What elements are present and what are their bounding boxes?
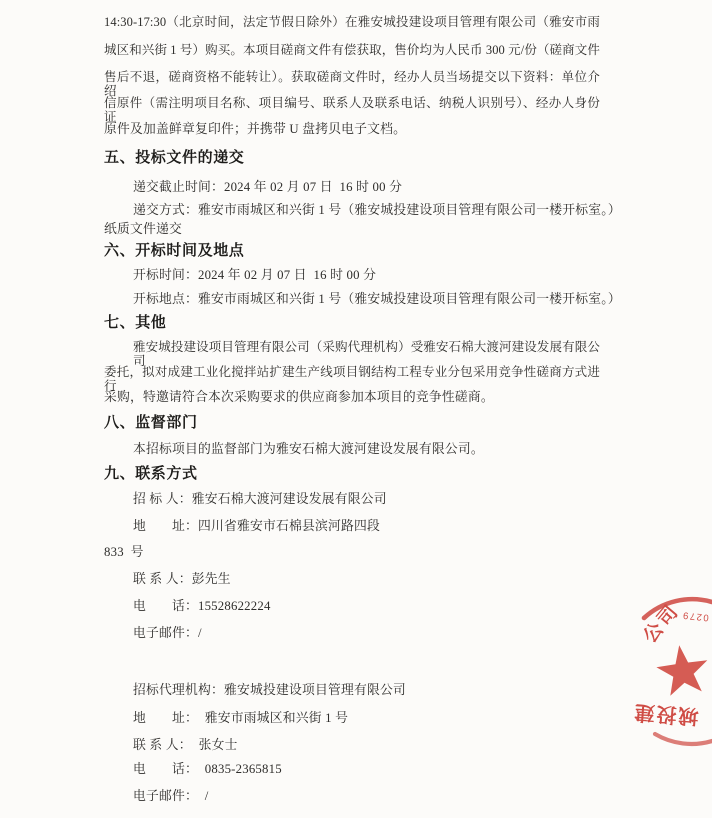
agency-email-line: 电子邮件： / [133, 789, 209, 803]
tenderer-name-line: 招 标 人：雅安石棉大渡河建设发展有限公司 [133, 492, 387, 506]
tenderer-contact-line: 联 系 人：彭先生 [133, 572, 231, 586]
intro-paragraph-line: 原件及加盖鲜章复印件；并携带 U 盘拷贝电子文档。 [104, 122, 407, 136]
intro-paragraph-line: 14:30-17:30（北京时间，法定节假日除外）在雅安城投建设项目管理有限公司（雅安市雨 [104, 15, 600, 29]
submission-method-wrap-line: 纸质文件递交 [104, 222, 182, 236]
agency-contact-line: 联 系 人： 张女士 [133, 738, 238, 752]
section-heading-submission: 五、投标文件的递交 [104, 149, 245, 166]
submission-deadline-line: 递交截止时间：2024 年 02 月 07 日 16 时 00 分 [133, 180, 403, 194]
supervision-line: 本招标项目的监督部门为雅安石棉大渡河建设发展有限公司。 [133, 442, 484, 456]
section-heading-other: 七、其他 [104, 314, 167, 331]
intro-paragraph-line: 信原件（需注明项目名称、项目编号、联系人及联系电话、纳税人识别号）、经办人身份证 [104, 96, 600, 124]
seal-arc-text: 公司 [639, 599, 685, 648]
bid-opening-time-line: 开标时间：2024 年 02 月 07 日 16 时 00 分 [133, 268, 377, 282]
section-heading-bid-opening: 六、开标时间及地点 [104, 242, 245, 259]
agency-phone-line: 电 话： 0835-2365815 [133, 762, 282, 776]
seal-serial-number: 0279 [681, 609, 710, 623]
section-heading-supervision: 八、监督部门 [104, 414, 198, 431]
seal-bottom-arc [655, 734, 712, 744]
bid-opening-place-line: 开标地点：雅安市雨城区和兴街 1 号（雅安城投建设项目管理有限公司一楼开标室。） [133, 292, 621, 306]
other-paragraph-line: 采购，特邀请符合本次采购要求的供应商参加本项目的竞争性磋商。 [104, 390, 494, 404]
seal-company-name-text: 城投建 [631, 700, 700, 727]
other-paragraph-line: 雅安城投建设项目管理有限公司（采购代理机构）受雅安石棉大渡河建设发展有限公司 [133, 340, 600, 368]
tenderer-address-line: 地 址：四川省雅安市石棉县滨河路四段 [133, 519, 380, 533]
submission-method-line: 递交方式：雅安市雨城区和兴街 1 号（雅安城投建设项目管理有限公司一楼开标室。） [133, 203, 621, 217]
intro-paragraph-line: 城区和兴街 1 号）购买。本项目磋商文件有偿获取，售价均为人民币 300 元/份（磋商文件 [104, 43, 600, 57]
tenderer-address-wrap-line: 833 号 [104, 545, 144, 559]
agency-name-line: 招标代理机构：雅安城投建设项目管理有限公司 [133, 683, 406, 697]
tenderer-phone-line: 电 话：15528622224 [133, 599, 271, 613]
tenderer-email-line: 电子邮件：/ [133, 626, 202, 640]
intro-paragraph-line: 售后不退，磋商资格不能转让）。获取磋商文件时，经办人员当场提交以下资料：单位介绍 [104, 70, 600, 98]
other-paragraph-line: 委托，拟对成建工业化搅拌站扩建生产线项目钢结构工程专业分包采用竞争性磋商方式进行 [104, 365, 600, 393]
company-seal [628, 588, 712, 760]
star-icon [656, 645, 707, 696]
section-heading-contact: 九、联系方式 [104, 465, 198, 482]
agency-address-line: 地 址： 雅安市雨城区和兴街 1 号 [133, 711, 349, 725]
